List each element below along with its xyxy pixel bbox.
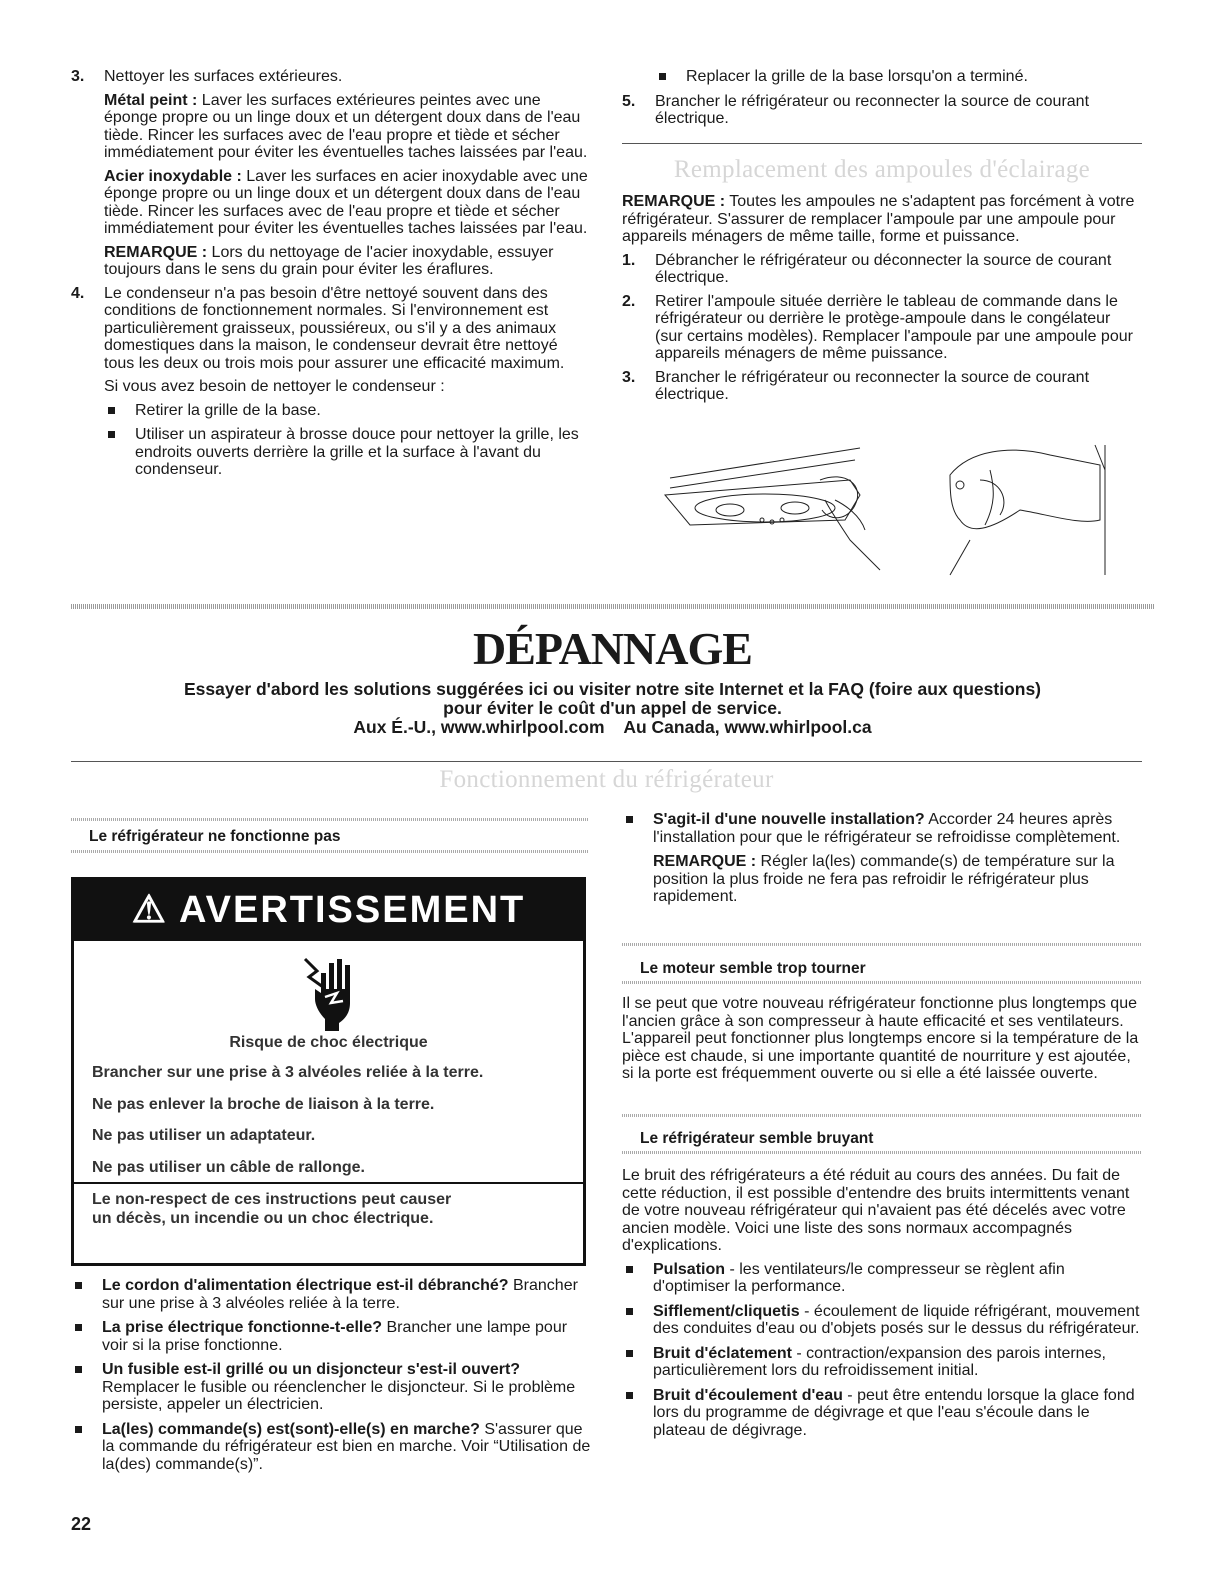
list-item: Bruit d'écoulement d'eau - peut être entendu lorsque la glace fond lors du programme de dégivrage et que l'eau s'écoule dans le plateau de dégivrage.: [622, 1387, 1142, 1440]
list-item: Le cordon d'alimentation électrique est-il débranché? Brancher sur une prise à 3 alvéoles reliée à la terre.: [71, 1277, 591, 1312]
dotted-line: [71, 818, 589, 821]
intro-websites: Aux É.-U., www.whirlpool.com Au Canada, www.whirlpool.ca: [353, 717, 872, 737]
dotted-line: [622, 1151, 1142, 1154]
list-item: Utiliser un aspirateur à brosse douce pour nettoyer la grille, les endroits ouverts derrière la grille et la surface à l'avant du condenseur.: [104, 426, 591, 479]
dotted-line: [622, 943, 1142, 946]
dotted-line: [622, 981, 1142, 984]
dotted-line: [622, 1114, 1142, 1117]
warning-line-2: Ne pas enlever la broche de liaison à la terre.: [92, 1096, 435, 1113]
bulb-illustration: [650, 440, 1140, 580]
list-item: La prise électrique fonctionne-t-elle? Brancher une lampe pour voir si la prise fonctionne.: [71, 1319, 591, 1354]
subhead-not-running: Le réfrigérateur ne fonctionne pas: [89, 828, 341, 845]
list-item: S'agit-il d'une nouvelle installation? Accorder 24 heures après l'installation pour que le réfrigérateur se refroidisse complètement.: [622, 811, 1142, 846]
section-title-bulbs: Remplacement des ampoules d'éclairage: [673, 156, 1091, 183]
list-item: Bruit d'éclatement - contraction/expansion des parois internes, particulièrement lors du refroidissement initial.: [622, 1345, 1142, 1380]
step-5: 5. Brancher le réfrigérateur ou reconnecter la source de courant électrique.: [622, 92, 1090, 127]
warning-risk: Risque de choc électrique: [229, 1034, 428, 1051]
list-item: Sifflement/cliquetis - écoulement de liquide réfrigérant, mouvement des conduites d'eau ou d'objets posés sur le dessus du réfrigérateur.: [622, 1303, 1142, 1338]
dotted-line: [71, 850, 589, 853]
list-item: Pulsation - les ventilateurs/le compresseur se règlent afin d'optimiser la performance.: [622, 1261, 1142, 1296]
step-3: 3. Nettoyer les surfaces extérieures. Métal peint : Laver les surfaces extérieures peintes avec une éponge propre ou un linge doux et un détergent doux dans de l'eau tiède. Rincer les surfaces avec de l'eau propre et tiède et sécher immédiatement pour éviter les éventuelles taches laissées par l'eau. Acier inoxydable : Laver les surfaces en acier inoxydable avec une éponge propre ou un linge doux et un détergent doux dans de l'eau tiède. Rincer les surfaces avec de l'eau propre et tiède et sécher immédiatement pour éviter les éventuelles taches laissées par l'eau. REMARQUE : Lors du nettoyage de l'acier inoxydable, essuyer toujours dans le sens du grain pour éviter les éraflures.: [71, 68, 591, 279]
warning-line-5a: Le non-respect de ces instructions peut causer: [92, 1191, 452, 1208]
list-item: Un fusible est-il grillé ou un disjoncteur s'est-il ouvert? Remplacer le fusible ou réenclencher le disjoncteur. Si le problème persiste, appeler un électricien.: [71, 1361, 591, 1414]
dotted-band: [71, 604, 1155, 609]
intro-line-1: Essayer d'abord les solutions suggérées ici ou visiter notre site Internet et la FAQ (foire aux questions): [183, 679, 1042, 699]
subhead-motor: Le moteur semble trop tourner: [640, 960, 866, 977]
warning-line-3: Ne pas utiliser un adaptateur.: [92, 1127, 316, 1144]
metal-paragraph: Métal peint : Laver les surfaces extérieures peintes avec une éponge propre ou un linge doux et un détergent doux dans de l'eau tiède. Rincer les surfaces avec de l'eau propre et tiède et sécher immédiatement pour éviter les éventuelles taches laissées par l'eau.: [104, 91, 588, 161]
install-check: [622, 811, 1142, 912]
warning-separator: [74, 1182, 583, 1184]
page-title: DÉPANNAGE: [473, 623, 752, 674]
not-running-checklist: [71, 1277, 591, 1480]
section-title-fonctionnement: Fonctionnement du réfrigérateur: [439, 766, 774, 793]
shock-hazard-icon: [303, 953, 359, 1031]
noise-section: Le bruit des réfrigérateurs a été réduit au cours des années. Du fait de cette réduction, il est possible d'entendre des bruits intermittents venant de votre nouveau réfrigérateur qui n'avaient pas été décelés avec votre ancien modèle. Voici une liste des sons normaux accompagnés d'explications. Pulsation - les ventilateurs/le compresseur se règlent afin d'optimiser la performance. Sifflement/cliquetis - écoulement de liquide réfrigérant, mouvement des conduites d'eau ou d'objets posés sur le dessus du réfrigérateur. Bruit d'éclatement - contraction/expansion des parois internes, particulièrement lors du refroidissement initial. Bruit d'écoulement d'eau - peut être entendu lorsque la glace fond lors du programme de dégivrage et que l'eau s'écoule dans le plateau de dégivrage.: [622, 1167, 1142, 1446]
inox-paragraph: Acier inoxydable : Laver les surfaces en acier inoxydable avec une éponge propre ou un linge doux et un détergent doux dans de l'eau tiède. Rincer les surfaces avec de l'eau propre et tiède et sécher immédiatement pour éviter les éventuelles taches laissées par l'eau.: [104, 167, 588, 237]
install-remarque: REMARQUE : Régler la(les) commande(s) de température sur la position la plus froide ne fera pas refroidir le réfrigérateur plus rapidement.: [653, 853, 1115, 905]
divider: [71, 761, 1142, 762]
motor-text: Il se peut que votre nouveau réfrigérateur fonctionne plus longtemps que l'ancien grâce à son compresseur à haute efficacité et ses ventilateurs. L'appareil peut fonctionner plus longtemps encore si la température de la pièce est chaude, si une importante quantité de nourriture y est ajoutée, si la porte est fréquemment ouverte ou si elle a été laissée ouverte.: [622, 995, 1139, 1082]
warning-triangle-icon: ⚠: [131, 889, 168, 931]
bulb-step-2: 2. Retirer l'ampoule située derrière le tableau de commande dans le réfrigérateur ou derrière le protège-ampoule dans le congélateur (sur certains modèles). Remplacer l'ampoule par une ampoule pour appareils ménagers de même puissance.: [622, 292, 1133, 362]
bulb-step-1: 1. Débrancher le réfrigérateur ou déconnecter la source de courant électrique.: [622, 251, 1112, 286]
cleaning-section: [71, 68, 591, 486]
condenser-bullets: [71, 402, 591, 479]
warning-header: ⚠ AVERTISSEMENT: [74, 880, 583, 941]
warning-box: [71, 877, 586, 1266]
list-item: La(les) commande(s) est(sont)-elle(s) en marche? S'assurer que la commande du réfrigérateur est bien en marche. Voir “Utilisation de la(des) commande(s)”.: [71, 1421, 591, 1474]
intro-line-2: pour éviter le coût d'un appel de service.: [443, 698, 782, 718]
bulb-section: [622, 68, 1142, 134]
list-item: Retirer la grille de la base.: [104, 402, 591, 420]
step-3-title: Nettoyer les surfaces extérieures.: [104, 68, 343, 85]
warning-line-1: Brancher sur une prise à 3 alvéoles reliée à la terre.: [92, 1064, 484, 1081]
step-4: 4. Le condenseur n'a pas besoin d'être nettoyé souvent dans des conditions de fonctionnement normales. Si l'environnement est particulièrement graisseux, poussiéreux, ou s'il y a des animaux domestiques dans la maison, le condenseur devrait être nettoyé tous les deux ou trois mois pour assurer une efficacité maximum. Si vous avez besoin de nettoyer le condenseur :: [71, 284, 565, 395]
remarque-paragraph: REMARQUE : Lors du nettoyage de l'acier inoxydable, essuyer toujours dans le sens du grain pour éviter les éraflures.: [104, 243, 554, 278]
warning-line-5b: un décès, un incendie ou un choc électrique.: [92, 1210, 434, 1227]
divider: [622, 143, 1142, 144]
list-item: Replacer la grille de la base lorsqu'on a terminé.: [655, 68, 1142, 86]
bulb-remarque: REMARQUE : Toutes les ampoules ne s'adaptent pas forcément à votre réfrigérateur. S'assurer de remplacer l'ampoule par une ampoule pour appareils ménagers de même taille, forme et puissance.: [622, 193, 1135, 245]
page-number: 22: [71, 1514, 92, 1534]
subhead-noisy: Le réfrigérateur semble bruyant: [640, 1130, 874, 1147]
bulb-instructions: [622, 193, 1142, 410]
bulb-step-3: 3. Brancher le réfrigérateur ou reconnecter la source de courant électrique.: [622, 368, 1090, 403]
warning-line-4: Ne pas utiliser un câble de rallonge.: [92, 1159, 365, 1176]
